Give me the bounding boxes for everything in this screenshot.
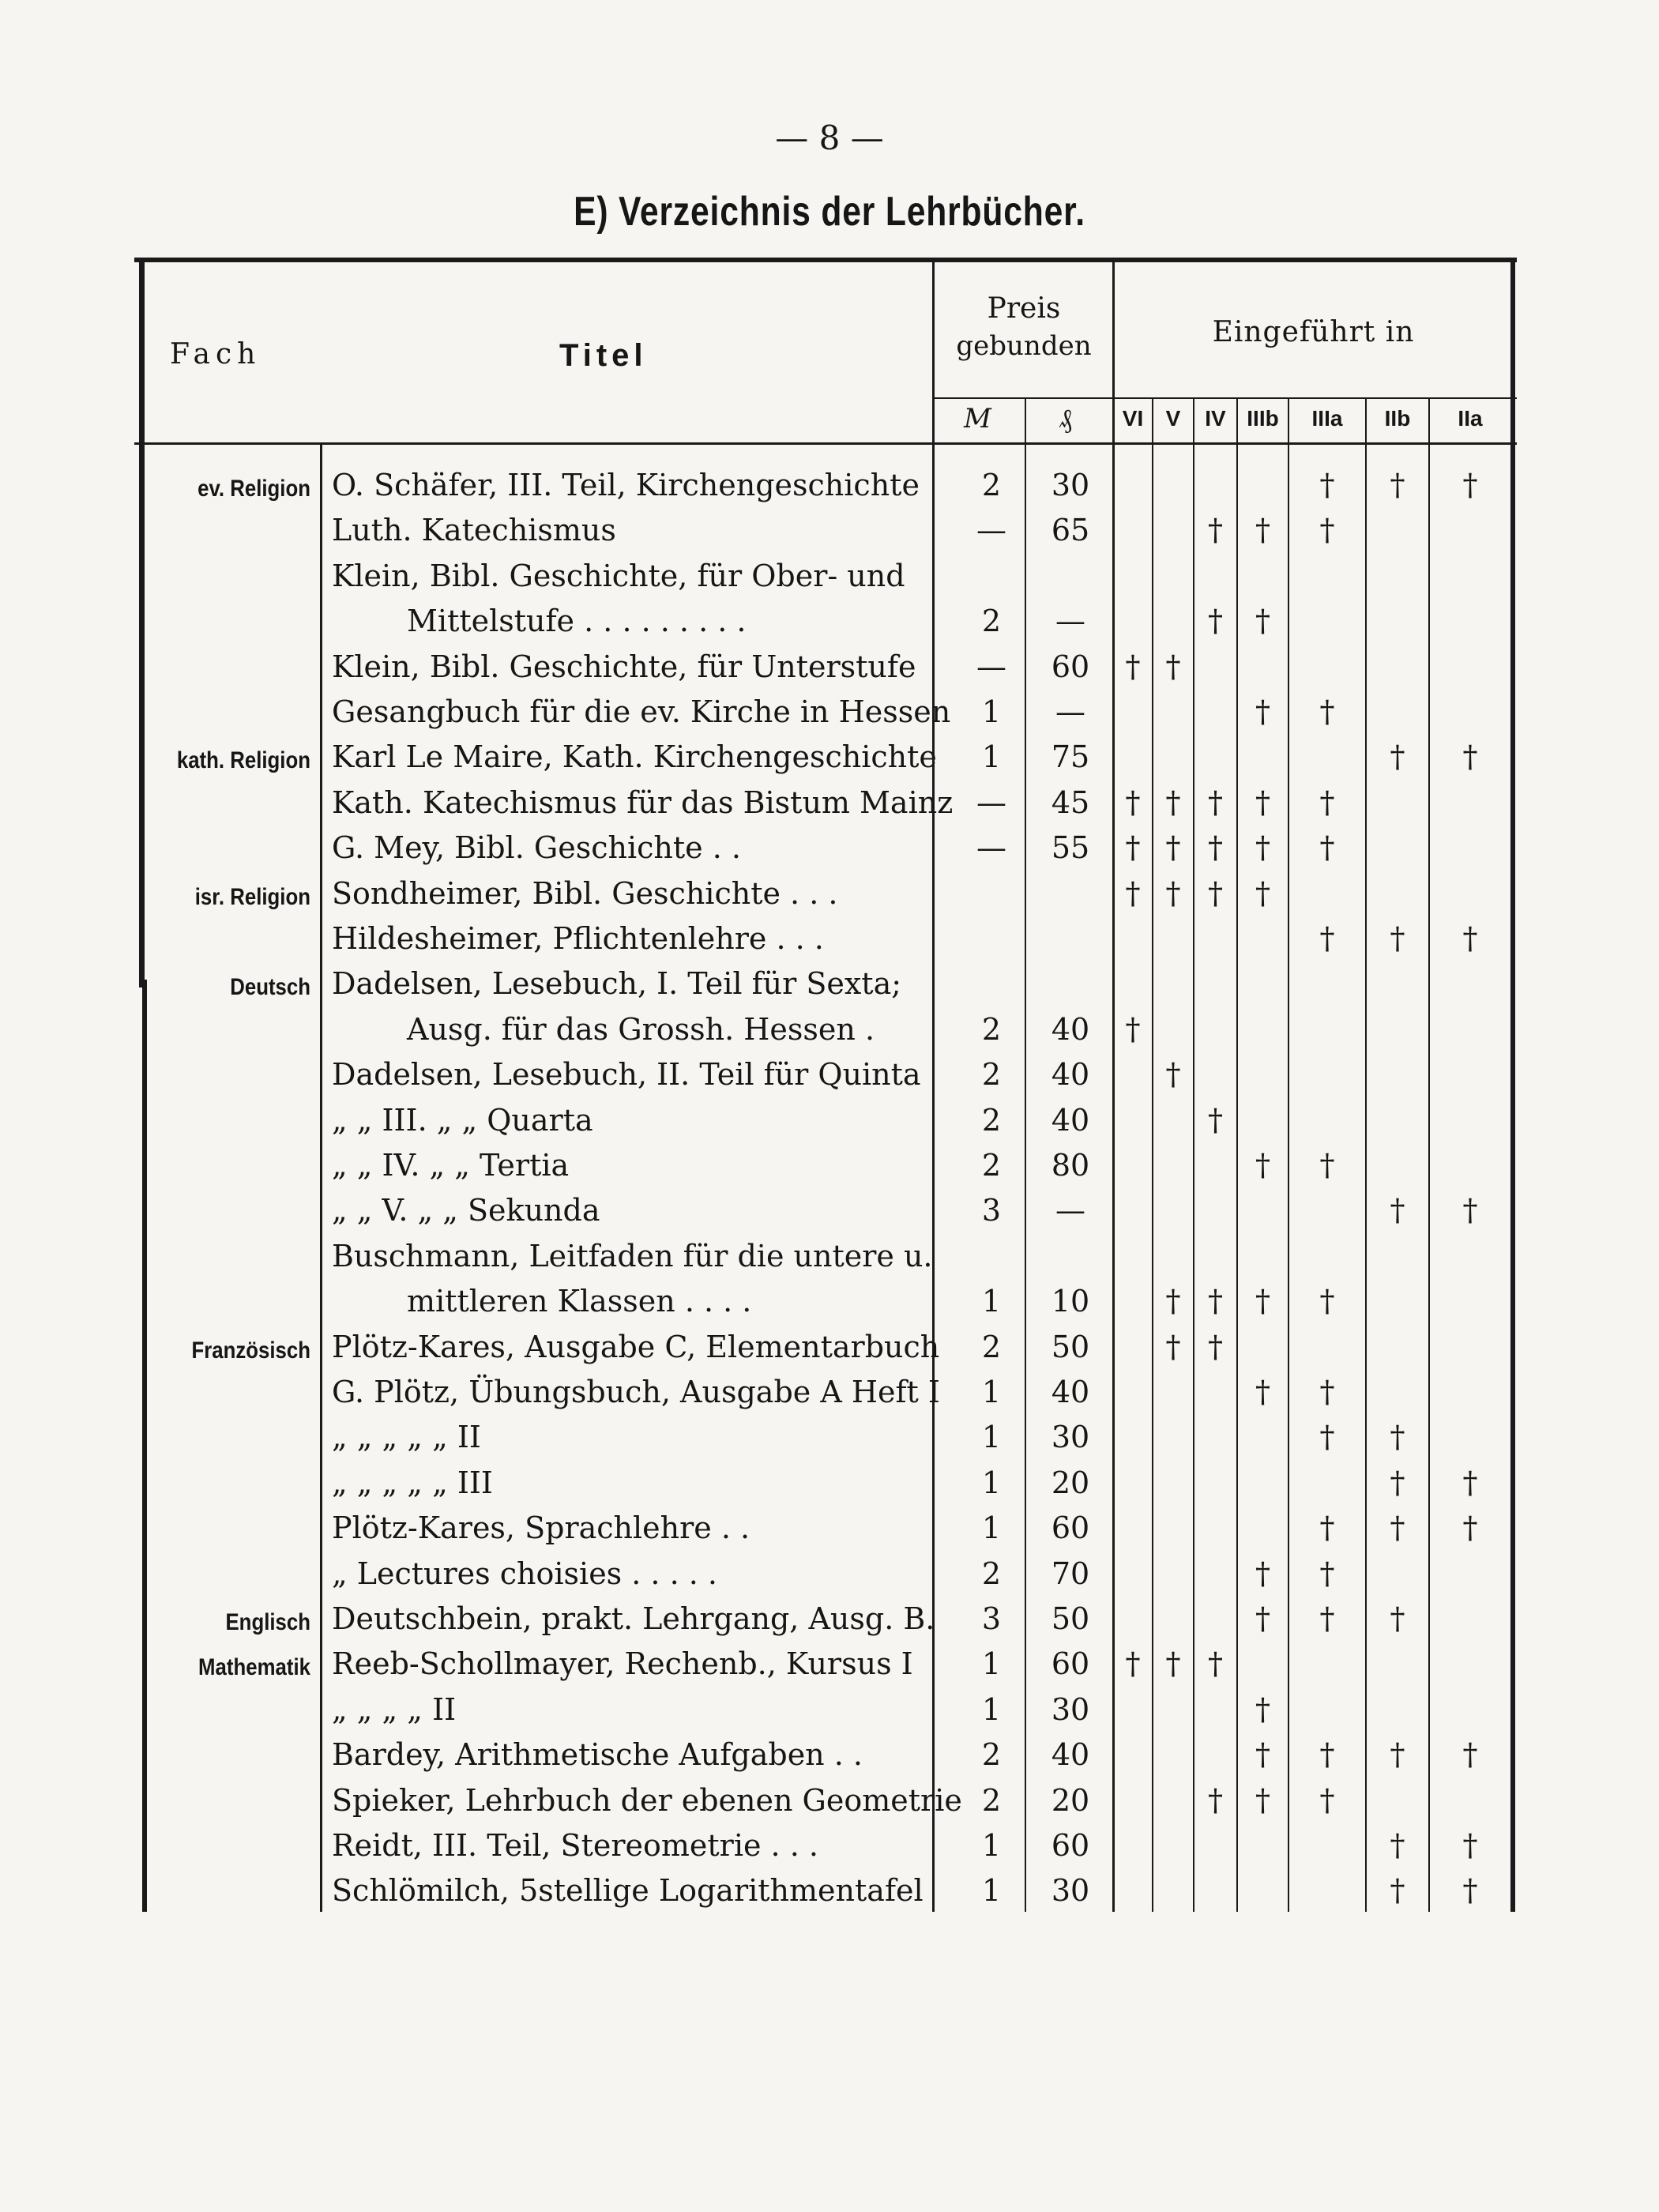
price-pfennig: 40 <box>1051 1375 1090 1409</box>
introduced-mark-v: † <box>1165 785 1181 820</box>
price-mark: — <box>976 785 1006 820</box>
category-label: Mathematik <box>198 1654 310 1680</box>
price-mark: 1 <box>981 1420 1002 1454</box>
book-title: „ „ III. „ „ Quarta <box>332 1103 593 1138</box>
price-pfennig: 70 <box>1051 1556 1090 1591</box>
introduced-mark-iiia: † <box>1319 785 1335 820</box>
book-title: Dadelsen, Lesebuch, I. Teil für Sexta; <box>332 966 902 1001</box>
price-pfennig: 60 <box>1051 649 1090 684</box>
class-header-iiib: IIIb <box>1247 406 1279 431</box>
book-title: „ „ IV. „ „ Tertia <box>332 1148 570 1183</box>
introduced-mark-v: † <box>1165 830 1181 865</box>
introduced-mark-vi: † <box>1125 830 1141 865</box>
header-rule <box>134 442 1517 445</box>
introduced-mark-iib: † <box>1390 739 1405 774</box>
introduced-mark-iv: † <box>1208 604 1223 638</box>
price-pfennig: 40 <box>1051 1103 1090 1138</box>
introduced-mark-v: † <box>1165 1646 1181 1681</box>
book-title: Deutschbein, prakt. Lehrgang, Ausg. B. <box>332 1601 935 1636</box>
price-pfennig: 30 <box>1051 468 1090 502</box>
introduced-mark-iia: † <box>1462 468 1478 502</box>
price-pfennig: 60 <box>1051 1828 1090 1863</box>
introduced-mark-iiia: † <box>1319 513 1335 547</box>
category-label: kath. Religion <box>176 747 310 773</box>
eingefuehrt-header: Eingeführt in <box>1212 316 1415 348</box>
price-mark: 2 <box>981 468 1002 502</box>
introduced-mark-iiia: † <box>1319 1601 1335 1636</box>
book-title: Hildesheimer, Pflichtenlehre . . . <box>332 921 824 956</box>
book-title: Dadelsen, Lesebuch, II. Teil für Quinta <box>332 1057 921 1092</box>
class-divider <box>1193 399 1194 1912</box>
price-pfennig: 30 <box>1051 1692 1090 1727</box>
introduced-mark-iiia: † <box>1319 830 1335 865</box>
price-mark: — <box>976 830 1006 865</box>
book-title: Ausg. für das Grossh. Hessen . <box>407 1012 875 1047</box>
price-mark: 3 <box>981 1601 1002 1636</box>
price-pfennig: — <box>1055 694 1085 729</box>
page-title: E) Verzeichnis der Lehrbücher. <box>574 189 1085 235</box>
price-mark: 1 <box>981 1692 1002 1727</box>
price-pfennig: 30 <box>1051 1873 1090 1908</box>
introduced-mark-iib: † <box>1390 1420 1405 1454</box>
price-pfennig: 60 <box>1051 1510 1090 1545</box>
price-pfennig: 30 <box>1051 1420 1090 1454</box>
introduced-mark-iiia: † <box>1319 921 1335 956</box>
class-header-iia: IIa <box>1458 406 1483 431</box>
book-title: „ „ „ „ II <box>332 1692 457 1727</box>
introduced-mark-iia: † <box>1462 1828 1478 1863</box>
introduced-mark-vi: † <box>1125 1012 1141 1047</box>
book-title: Reeb-Schollmayer, Rechenb., Kursus I <box>332 1646 913 1681</box>
class-divider <box>1428 399 1430 1912</box>
category-label: Deutsch <box>230 974 310 1000</box>
price-pfennig: 50 <box>1051 1601 1090 1636</box>
price-mark: 2 <box>981 1012 1002 1047</box>
introduced-mark-iiib: † <box>1255 1601 1270 1636</box>
price-mark: 2 <box>981 1330 1002 1364</box>
book-title: „ „ „ „ „ II <box>332 1420 481 1454</box>
introduced-mark-iv: † <box>1208 1284 1223 1319</box>
price-mark: 2 <box>981 1057 1002 1092</box>
introduced-mark-iiib: † <box>1255 1692 1270 1727</box>
price-pfennig: 75 <box>1051 739 1090 774</box>
book-title: Luth. Katechismus <box>332 513 616 547</box>
book-title: „ „ V. „ „ Sekunda <box>332 1193 600 1228</box>
price-mark: — <box>976 513 1006 547</box>
introduced-mark-iiib: † <box>1255 1737 1270 1772</box>
book-title: Kath. Katechismus für das Bistum Mainz <box>332 785 954 820</box>
price-pfennig: — <box>1055 604 1085 638</box>
introduced-mark-iiib: † <box>1255 1284 1270 1319</box>
introduced-mark-iv: † <box>1208 1330 1223 1364</box>
price-pfennig: 10 <box>1051 1284 1090 1319</box>
price-pfennig: 40 <box>1051 1737 1090 1772</box>
introduced-mark-v: † <box>1165 1057 1181 1092</box>
category-label: ev. Religion <box>198 476 310 502</box>
introduced-mark-iiib: † <box>1255 694 1270 729</box>
book-title: Sondheimer, Bibl. Geschichte . . . <box>332 876 838 911</box>
introduced-mark-iiib: † <box>1255 1783 1270 1818</box>
introduced-mark-iiib: † <box>1255 876 1270 911</box>
titel-divider <box>932 261 935 1912</box>
price-mark: 1 <box>981 1465 1002 1500</box>
book-title: mittleren Klassen . . . . <box>407 1284 752 1319</box>
book-title: Plötz-Kares, Ausgabe C, Elementarbuch <box>332 1330 940 1364</box>
right-border <box>1510 261 1515 1912</box>
price-pfennig: 20 <box>1051 1465 1090 1500</box>
introduced-mark-iib: † <box>1390 1873 1405 1908</box>
introduced-mark-iv: † <box>1208 830 1223 865</box>
price-mark: 2 <box>981 604 1002 638</box>
left-border <box>139 261 145 988</box>
book-title: Schlömilch, 5stellige Logarithmentafel <box>332 1873 924 1908</box>
introduced-mark-iib: † <box>1390 468 1405 502</box>
book-title: Reidt, III. Teil, Stereometrie . . . <box>332 1828 818 1863</box>
price-mark: 2 <box>981 1737 1002 1772</box>
introduced-mark-iiib: † <box>1255 604 1270 638</box>
book-title: Karl Le Maire, Kath. Kirchengeschichte <box>332 739 937 774</box>
introduced-mark-iiia: † <box>1319 1148 1335 1183</box>
introduced-mark-iiia: † <box>1319 1783 1335 1818</box>
pfennig-header: ₰ <box>1059 403 1072 434</box>
introduced-mark-iib: † <box>1390 1465 1405 1500</box>
introduced-mark-iiia: † <box>1319 468 1335 502</box>
left-border-lower <box>142 980 147 1912</box>
book-title: G. Plötz, Übungsbuch, Ausgabe A Heft I <box>332 1375 940 1409</box>
introduced-mark-iib: † <box>1390 1737 1405 1772</box>
price-pfennig: — <box>1055 1193 1085 1228</box>
price-mark: 2 <box>981 1148 1002 1183</box>
table-top-rule <box>134 258 1517 262</box>
price-pfennig: 40 <box>1051 1057 1090 1092</box>
book-title: „ Lectures choisies . . . . . <box>332 1556 717 1591</box>
introduced-mark-v: † <box>1165 1284 1181 1319</box>
book-title: „ „ „ „ „ III <box>332 1465 493 1500</box>
introduced-mark-iiia: † <box>1319 1420 1335 1454</box>
price-mark: 1 <box>981 1284 1002 1319</box>
introduced-mark-iiib: † <box>1255 830 1270 865</box>
book-title: G. Mey, Bibl. Geschichte . . <box>332 830 741 865</box>
introduced-mark-v: † <box>1165 1330 1181 1364</box>
introduced-mark-iiia: † <box>1319 1737 1335 1772</box>
price-pfennig: 80 <box>1051 1148 1090 1183</box>
class-divider <box>1236 399 1238 1912</box>
price-pfennig: 60 <box>1051 1646 1090 1681</box>
price-pfennig: 45 <box>1051 785 1090 820</box>
introduced-mark-vi: † <box>1125 785 1141 820</box>
price-mark: 2 <box>981 1783 1002 1818</box>
fach-header: Fach <box>170 338 261 371</box>
price-pfennig: 20 <box>1051 1783 1090 1818</box>
introduced-mark-iib: † <box>1390 1193 1405 1228</box>
price-mark: 2 <box>981 1103 1002 1138</box>
mark-header: M <box>964 403 991 434</box>
price-mark: 3 <box>981 1193 1002 1228</box>
book-title: Plötz-Kares, Sprachlehre . . <box>332 1510 750 1545</box>
introduced-mark-iv: † <box>1208 1103 1223 1138</box>
introduced-mark-iv: † <box>1208 513 1223 547</box>
introduced-mark-iib: † <box>1390 921 1405 956</box>
category-label: Englisch <box>225 1609 310 1635</box>
book-title: Gesangbuch für die ev. Kirche in Hessen <box>332 694 951 729</box>
price-pfennig: 40 <box>1051 1012 1090 1047</box>
introduced-mark-iia: † <box>1462 1465 1478 1500</box>
introduced-mark-iib: † <box>1390 1510 1405 1545</box>
price-mark: 1 <box>981 694 1002 729</box>
class-header-iv: IV <box>1205 406 1226 431</box>
price-pfennig: 55 <box>1051 830 1090 865</box>
book-title: Bardey, Arithmetische Aufgaben . . <box>332 1737 863 1772</box>
introduced-mark-iiia: † <box>1319 1556 1335 1591</box>
page-number: — 8 — <box>775 118 884 157</box>
introduced-mark-iv: † <box>1208 785 1223 820</box>
introduced-mark-v: † <box>1165 876 1181 911</box>
introduced-mark-vi: † <box>1125 876 1141 911</box>
fach-divider <box>320 442 322 1912</box>
price-pfennig: 50 <box>1051 1330 1090 1364</box>
book-title: Buschmann, Leitfaden für die untere u. <box>332 1239 933 1273</box>
class-divider <box>1365 399 1367 1912</box>
price-mark: 1 <box>981 1828 1002 1863</box>
price-mark: 1 <box>981 1375 1002 1409</box>
book-title: Mittelstufe . . . . . . . . . <box>407 604 747 638</box>
introduced-mark-iib: † <box>1390 1828 1405 1863</box>
introduced-mark-iiia: † <box>1319 1510 1335 1545</box>
book-title: Klein, Bibl. Geschichte, für Unterstufe <box>332 649 916 684</box>
introduced-mark-iv: † <box>1208 1646 1223 1681</box>
category-label: Französisch <box>191 1337 310 1364</box>
price-mark: 1 <box>981 1873 1002 1908</box>
class-header-vi: VI <box>1122 406 1144 431</box>
introduced-mark-v: † <box>1165 649 1181 684</box>
introduced-mark-iia: † <box>1462 739 1478 774</box>
introduced-mark-iiia: † <box>1319 1284 1335 1319</box>
introduced-mark-iib: † <box>1390 1601 1405 1636</box>
introduced-mark-iia: † <box>1462 1737 1478 1772</box>
gebunden-header: gebunden <box>956 330 1092 362</box>
introduced-mark-iia: † <box>1462 1873 1478 1908</box>
price-mark: 1 <box>981 1510 1002 1545</box>
introduced-mark-iia: † <box>1462 921 1478 956</box>
introduced-mark-iiia: † <box>1319 694 1335 729</box>
price-mark: 1 <box>981 739 1002 774</box>
introduced-mark-iiib: † <box>1255 785 1270 820</box>
introduced-mark-iia: † <box>1462 1193 1478 1228</box>
introduced-mark-iv: † <box>1208 1783 1223 1818</box>
introduced-mark-iiib: † <box>1255 1556 1270 1591</box>
price-divider <box>1112 261 1115 1912</box>
introduced-mark-iiia: † <box>1319 1375 1335 1409</box>
introduced-mark-iiib: † <box>1255 1148 1270 1183</box>
book-title: Klein, Bibl. Geschichte, für Ober- und <box>332 559 905 593</box>
introduced-mark-vi: † <box>1125 1646 1141 1681</box>
titel-header: Titel <box>559 338 648 373</box>
category-label: isr. Religion <box>194 884 310 910</box>
class-divider <box>1288 399 1289 1912</box>
book-title: Spieker, Lehrbuch der ebenen Geometrie <box>332 1783 962 1818</box>
class-header-iiia: IIIa <box>1311 406 1343 431</box>
price-mark: 1 <box>981 1646 1002 1681</box>
introduced-mark-iv: † <box>1208 876 1223 911</box>
introduced-mark-iiib: † <box>1255 1375 1270 1409</box>
introduced-mark-vi: † <box>1125 649 1141 684</box>
price-pfennig: 65 <box>1051 513 1090 547</box>
class-divider <box>1152 399 1153 1912</box>
preis-header: Preis <box>987 292 1061 325</box>
price-mark: — <box>976 649 1006 684</box>
introduced-mark-iia: † <box>1462 1510 1478 1545</box>
introduced-mark-iiib: † <box>1255 513 1270 547</box>
price-mark: 2 <box>981 1556 1002 1591</box>
book-title: O. Schäfer, III. Teil, Kirchengeschichte <box>332 468 920 502</box>
class-header-v: V <box>1165 406 1181 431</box>
class-header-iib: IIb <box>1384 406 1411 431</box>
